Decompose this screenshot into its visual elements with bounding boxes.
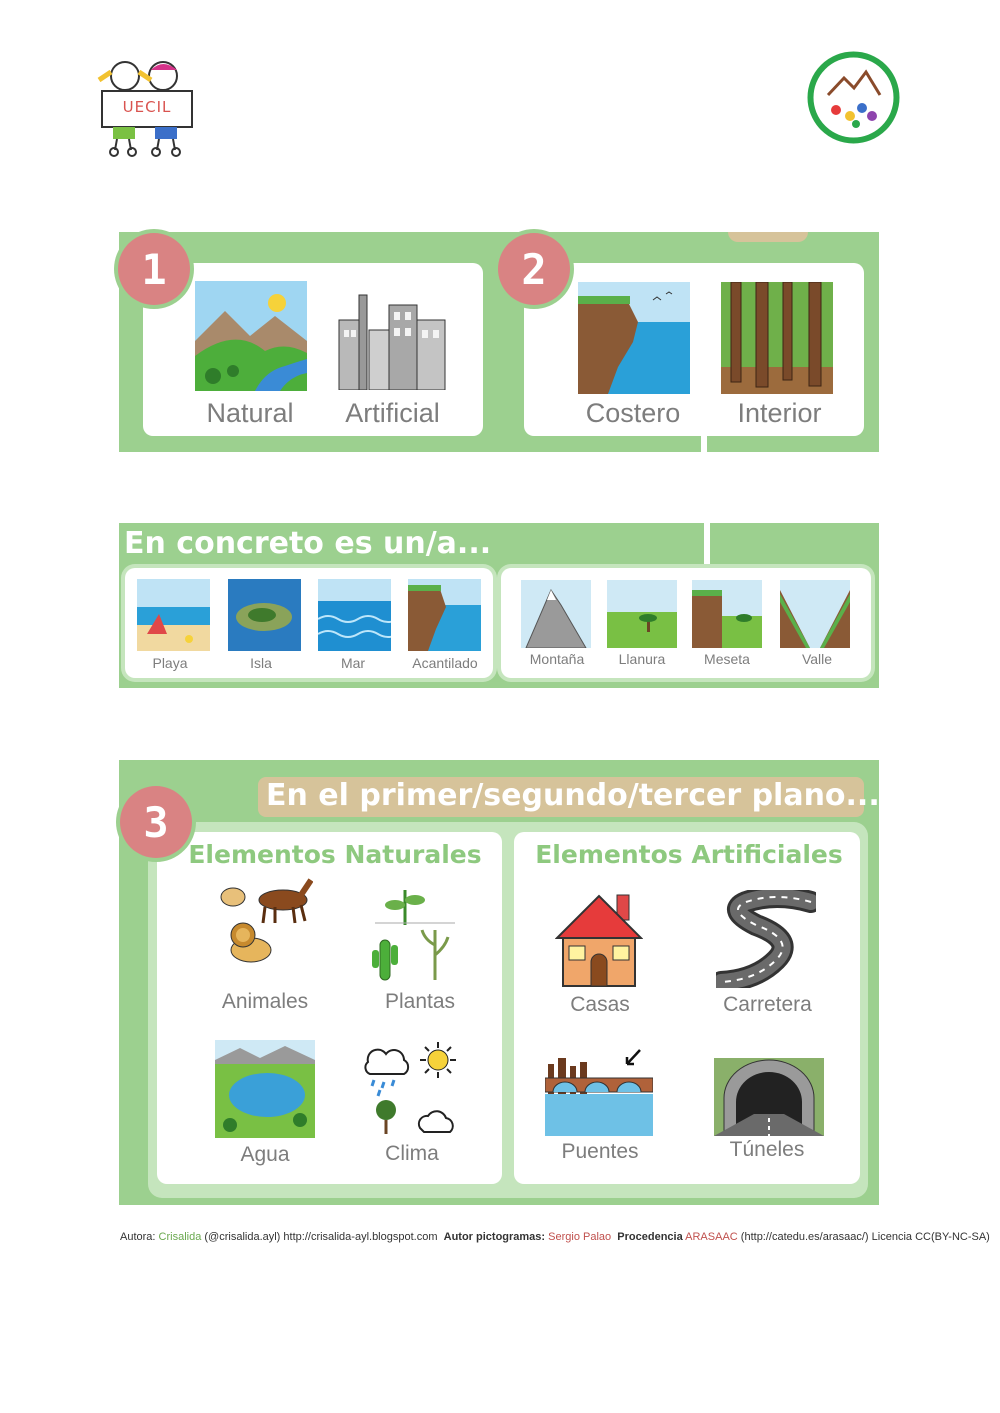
label-mar: Mar bbox=[340, 655, 366, 671]
forest-icon bbox=[721, 282, 833, 394]
credits-procedencia-name: ARASAAC bbox=[685, 1231, 738, 1243]
city-icon bbox=[337, 290, 447, 390]
label-casas: Casas bbox=[570, 993, 630, 1016]
mountain-landscape-icon bbox=[195, 281, 307, 391]
label-llanura: Llanura bbox=[618, 651, 666, 667]
plants-icon bbox=[370, 885, 465, 985]
label-playa: Playa bbox=[152, 655, 188, 671]
label-carretera: Carretera bbox=[723, 993, 812, 1016]
house-icon bbox=[555, 890, 643, 987]
concreto-divider bbox=[704, 523, 710, 566]
label-valle: Valle bbox=[801, 651, 833, 667]
uecil-logo bbox=[95, 58, 200, 158]
label-plantas: Plantas bbox=[384, 990, 456, 1013]
coast-cliff-icon bbox=[578, 282, 690, 394]
credits-picto-label: Autor pictogramas: bbox=[443, 1231, 546, 1243]
school-seal-logo bbox=[806, 50, 901, 145]
cliff-icon bbox=[408, 579, 481, 651]
label-acantilado: Acantilado bbox=[412, 655, 478, 671]
concreto-title: En concreto es un/a... bbox=[124, 526, 492, 561]
credits-autora-name: Crisalida bbox=[158, 1231, 202, 1243]
label-animales: Animales bbox=[221, 990, 309, 1013]
water-lake-icon bbox=[215, 1040, 315, 1138]
credits-line bbox=[120, 1231, 990, 1243]
label-montana: Montaña bbox=[529, 651, 585, 667]
credits-procedencia-url[interactable]: (http://catedu.es/arasaac/) bbox=[740, 1231, 869, 1243]
road-icon bbox=[716, 890, 816, 988]
natural-elements-title: Elementos Naturales bbox=[188, 840, 482, 869]
island-icon bbox=[228, 579, 301, 651]
weather-icon bbox=[362, 1040, 462, 1140]
label-natural: Natural bbox=[206, 398, 294, 428]
animals-icon bbox=[213, 875, 313, 975]
bridge-icon bbox=[545, 1048, 653, 1136]
badge-2: 2 bbox=[498, 233, 570, 305]
badge-3: 3 bbox=[120, 786, 192, 858]
tan-decoration bbox=[728, 232, 808, 242]
credits-picto-name: Sergio Palao bbox=[548, 1231, 612, 1243]
plain-icon bbox=[607, 580, 677, 648]
artificial-elements-title: Elementos Artificiales bbox=[535, 840, 843, 869]
divider-line bbox=[701, 436, 707, 452]
label-costero: Costero bbox=[585, 398, 681, 428]
label-isla: Isla bbox=[250, 655, 272, 671]
label-clima: Clima bbox=[385, 1142, 439, 1165]
credits-licencia-value: CC(BY-NC-SA) bbox=[915, 1231, 990, 1243]
badge-1: 1 bbox=[118, 233, 190, 305]
label-agua: Agua bbox=[240, 1143, 290, 1166]
credits-procedencia-label: Procedencia bbox=[617, 1231, 683, 1243]
label-artificial: Artificial bbox=[345, 398, 440, 428]
uecil-logo-text: UECIL bbox=[122, 98, 172, 116]
credits-autora-label: Autora: bbox=[120, 1231, 156, 1243]
label-meseta: Meseta bbox=[704, 651, 750, 667]
label-tuneles: Túneles bbox=[729, 1138, 805, 1161]
tunnel-icon bbox=[714, 1058, 824, 1136]
credits-blog-link[interactable]: http://crisalida-ayl.blogspot.com bbox=[283, 1231, 438, 1243]
section-3-title: En el primer/segundo/tercer plano... bbox=[266, 778, 880, 813]
mountain-icon bbox=[521, 580, 591, 648]
credits-autora-handle: (@crisalida.ayl) bbox=[204, 1231, 281, 1243]
valley-icon bbox=[780, 580, 850, 648]
label-puentes: Puentes bbox=[561, 1140, 639, 1163]
sea-icon bbox=[318, 579, 391, 651]
plateau-icon bbox=[692, 580, 762, 648]
beach-icon bbox=[137, 579, 210, 651]
label-interior: Interior bbox=[737, 398, 822, 428]
credits-licencia-label: Licencia bbox=[871, 1231, 913, 1243]
